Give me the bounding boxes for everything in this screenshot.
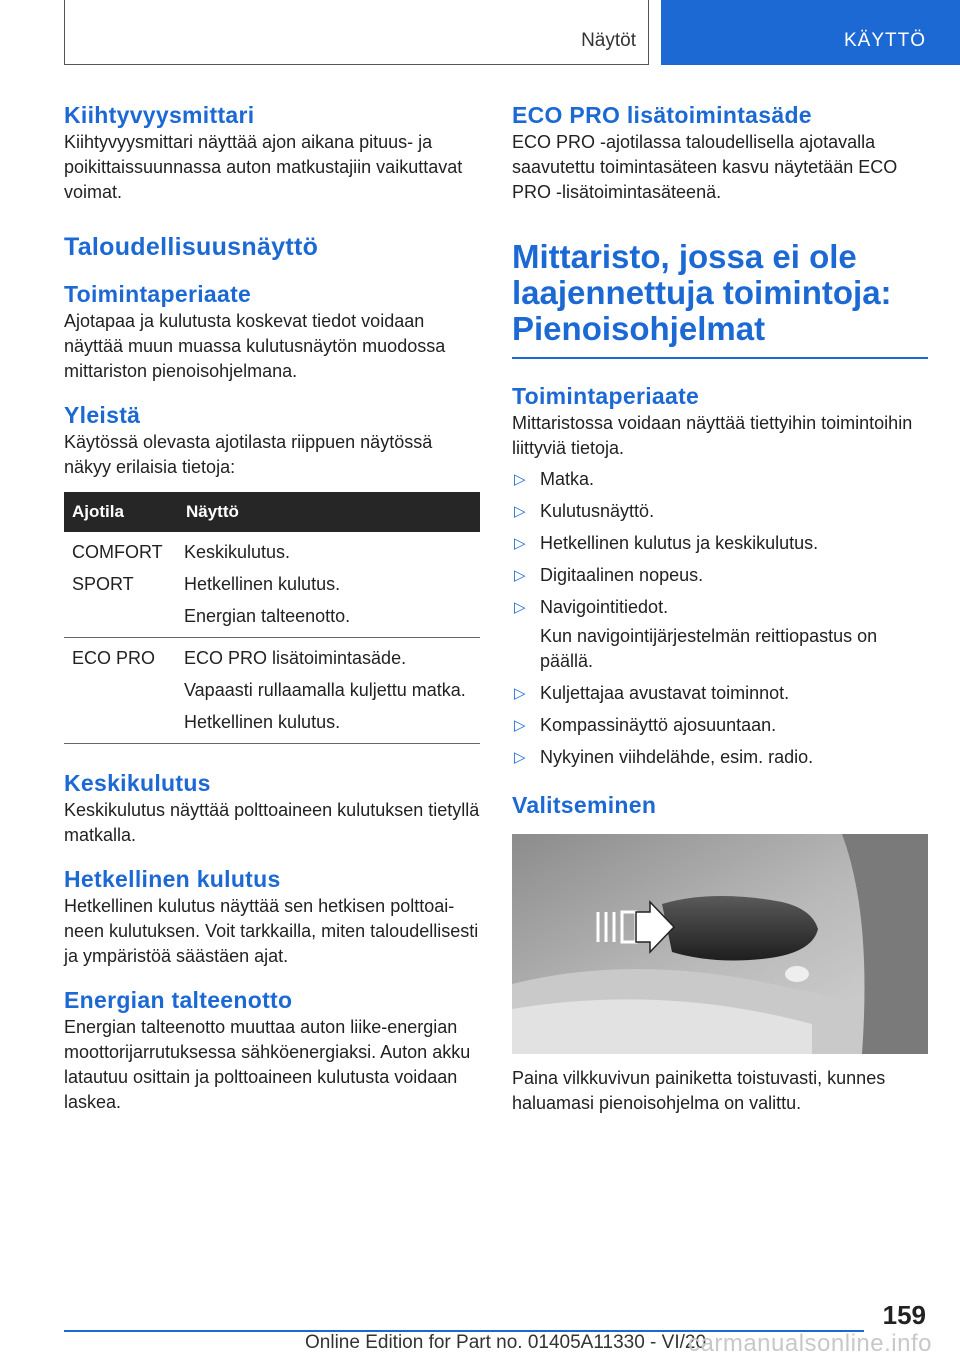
footer-edition: Online Edition for Part no. 01405A11330 - VI/20 [305,1332,707,1353]
triangle-bullet-icon: ▷ [514,567,526,584]
heading-average: Keskikulutus [64,770,211,796]
text-recovery: Energian talteenotto muuttaa auton liike-energian moottorijarrutuksessa sähköenergiaksi. Auton akku latautuu osittain ja polttoaineen kulutusta voidaan laskea. [64,1017,471,1112]
table-cell-display: ECO PRO lisätoimintasäde. [184,648,407,668]
table-cell-display: Hetkellinen kulutus. [184,574,341,594]
photo-caption: Paina vilkkuvivun painiketta toistuvasti, kunnes haluamasi pienoisohjelma on valittu. [512,1068,886,1113]
text-principle-left: Ajotapaa ja kulutusta koskevat tiedot voidaan näyttää muun muassa kulutusnäytön muodossa mittariston pienoisohjelmana. [64,311,446,381]
text-principle-right: Mittaristossa voidaan näyttää tiettyihin toimintoihin liittyviä tietoja. [512,413,913,458]
table-cell-display: Hetkellinen kulutus. [184,712,341,732]
table-cell-mode: SPORT [72,574,134,594]
list-item: ▷ Kompassinäyttö ajosuuntaan. [512,713,928,738]
list-item: ▷ Nykyinen viihdelähde, esim. radio. [512,745,928,770]
table-header-mode: Ajotila [64,492,178,532]
header-section-box [64,0,649,65]
modes-table [64,492,480,744]
list-item: ▷ Digitaalinen nopeus. [512,563,928,588]
triangle-bullet-icon: ▷ [514,717,526,734]
page-number: 159 [882,1300,926,1330]
list-item: ▷ Hetkellinen kulutus ja keskikulutus. [512,531,928,556]
table-row [64,532,480,638]
header-chapter: KÄYTTÖ [843,30,926,51]
list-item: ▷ Navigointitiedot. Kun navigointijärjestelmän reittiopastus on päällä. [512,595,928,674]
triangle-bullet-icon: ▷ [514,685,526,702]
widget-list [512,467,928,770]
watermark: carmanualsonline.info [688,1330,932,1357]
header-chapter-tab [661,0,960,65]
right-column [512,100,928,1116]
text-eco-range: ECO PRO -ajotilassa taloudellisella ajotavalla saavutettu toimintasäteen kasvu näytetään ECO PRO -lisätoimintasäteenä. [512,132,898,202]
left-column [64,100,480,1115]
triangle-bullet-icon: ▷ [514,535,526,552]
heading-general: Yleistä [64,402,141,428]
text-general: Käytössä olevasta ajotilasta riippuen näytössä näkyy erilaisia tietoja: [64,432,433,477]
heading-principle-left: Toimintaperiaate [64,281,252,307]
list-item: ▷ Kuljettajaa avustavat toiminnot. [512,681,928,706]
table-header-display: Näyttö [178,492,480,532]
heading-current: Hetkellinen kulutus [64,866,281,892]
triangle-bullet-icon: ▷ [514,503,526,520]
text-acceleration: Kiihtyvyysmittari näyttää ajon aikana pituus- ja poikittaissuunnassa auton matkustajiin vaikuttavat voimat. [64,132,463,202]
text-current: Hetkellinen kulutus näyttää sen hetkisen polttoaineen kulutuksen. Voit tarkkailla, miten taloudellisesti ja ympäristöä säästäen ajat. [64,896,479,966]
header-section: Näytöt [581,30,636,51]
table-cell-display: Vapaasti rullaamalla kuljettu matka. [184,680,466,700]
heading-recovery: Energian talteenotto [64,987,293,1013]
heading-principle-right: Toimintaperiaate [512,383,700,409]
triangle-bullet-icon: ▷ [514,749,526,766]
triangle-bullet-icon: ▷ [514,471,526,488]
list-item-subtext: Kun navigointijärjestelmän reittiopastus on päällä. [540,626,878,671]
heading-acceleration: Kiihtyvyysmittari [64,102,255,128]
turn-signal-lever-photo [512,834,928,1054]
table-row [64,638,480,744]
list-item: ▷ Kulutusnäyttö. [512,499,928,524]
table-cell-mode: COMFORT [72,542,163,562]
table-cell-display: Keskikulutus. [184,542,291,562]
heading-widgets: Mittaristo, jossa ei ole laajennettuja toimintoja: Pienoisohjelmat [512,239,928,359]
text-average: Keskikulutus näyttää polttoaineen kulutuksen tietyllä matkalla. [64,800,480,845]
list-item: ▷ Matka. [512,467,928,492]
triangle-bullet-icon: ▷ [514,599,526,616]
table-cell-mode: ECO PRO [72,648,156,668]
heading-eco-range: ECO PRO lisätoimintasäde [512,102,812,128]
heading-selecting: Valitseminen [512,792,657,818]
heading-economy: Taloudellisuusnäyttö [64,233,319,261]
table-cell-display: Energian talteenotto. [184,606,351,626]
